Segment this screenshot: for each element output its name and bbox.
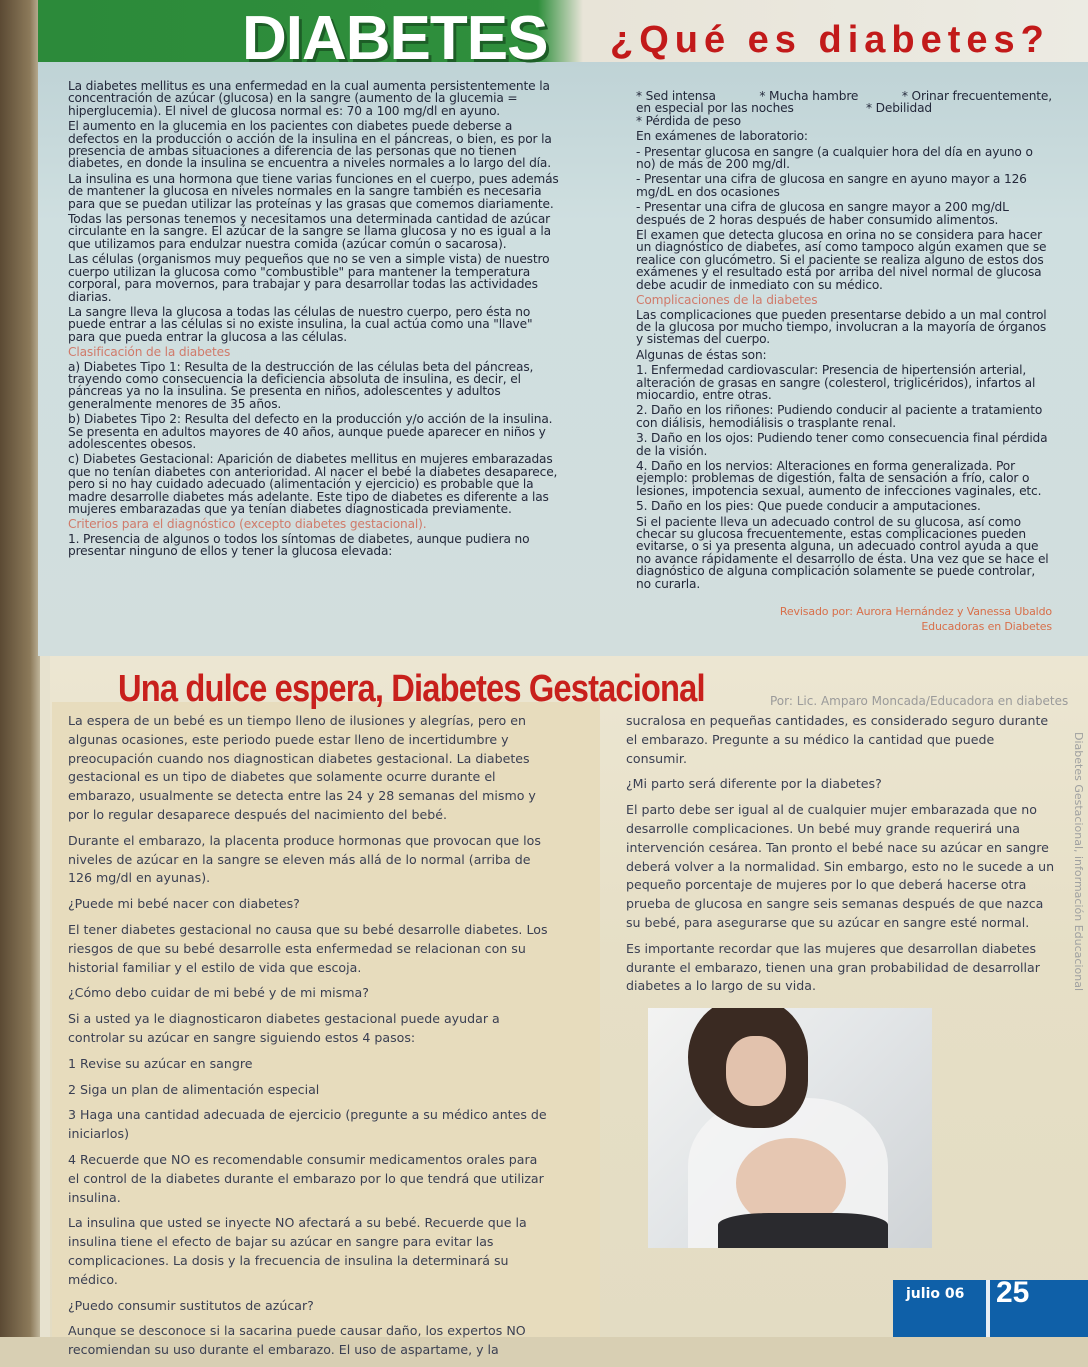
- pregnant-woman-photo: [648, 1008, 932, 1248]
- paragraph: En exámenes de laboratorio:: [636, 129, 808, 144]
- paragraph: - Presentar glucosa en sangre (a cualquier hora del día en ayuno o no) de más de 200 mg/dl.: [636, 144, 1033, 172]
- question-heading: ¿Mi parto será diferente por la diabetes?: [626, 776, 882, 792]
- issue-date: julio 06: [906, 1286, 965, 1302]
- paragraph: La insulina que usted se inyecte NO afectará a su bebé. Recuerde que la insulina tiene el efecto de bajar su azúcar en sangre para evitar las complicaciones. La dosis y la frecuencia de insulina la determinará su médico.: [68, 1215, 527, 1287]
- paragraph: El tener diabetes gestacional no causa que su bebé desarrolle diabetes. Los riesgos de que su bebé desarrolle esta enfermedad se relacionan con su historial familiar y el estilo de vida que escoja.: [68, 921, 548, 975]
- type-paragraph: [68, 413, 560, 450]
- type-label: a) Diabetes Tipo 1:: [68, 359, 181, 374]
- type-label: c) Diabetes Gestacional:: [68, 452, 214, 467]
- paragraph: La diabetes mellitus es una enfermedad en la cual aumenta persistentemente la concentración de azúcar (glucosa) en la sangre (aumento de la glucemia = hiperglucemia). El nivel de glucosa normal es: 70 a 100 mg/dl en ayuno.: [68, 79, 550, 118]
- right-column: [636, 90, 1052, 634]
- left-column: [68, 80, 560, 561]
- paragraph: - Presentar una cifra de glucosa en sangre en ayuno mayor a 126 mg/dL en dos ocasiones: [636, 172, 1027, 199]
- symptom: * Sed intensa: [636, 89, 716, 103]
- question-heading: ¿Cómo debo cuidar de mi bebé y de mi misma?: [68, 985, 369, 1001]
- section-heading: Complicaciones de la diabetes: [636, 293, 818, 308]
- question-heading: ¿Puede mi bebé nacer con diabetes?: [68, 896, 300, 912]
- article-right-column: [626, 712, 1058, 1003]
- article-title: Una dulce espera, Diabetes Gestacional: [118, 668, 705, 710]
- section-heading: Clasificación de la diabetes: [68, 345, 231, 360]
- section-heading: Criterios para el diagnóstico (excepto diabetes gestacional).: [68, 517, 427, 532]
- credit-line: Revisado por: Aurora Hernández y Vanessa Ubaldo: [779, 605, 1052, 619]
- binding-edge: [0, 0, 40, 1337]
- type-paragraph: [68, 453, 560, 515]
- paragraph: La espera de un bebé es un tiempo lleno de ilusiones y alegrías, pero en algunas ocasiones, este periodo puede estar lleno de incertidumbre y preocupación cuando nos diagnostican diabetes gestacional. La diabetes gestacional es un tipo de diabetes que solamente ocurre durante el embarazo, usualmente se detecta entre las 24 y 28 semanas del mismo y por lo regular desaparece después del nacimiento del bebé.: [68, 713, 536, 822]
- symptom-row: [636, 102, 1052, 114]
- article-left-column: [68, 712, 548, 1367]
- credits: [636, 604, 1052, 634]
- type-paragraph: [68, 361, 560, 411]
- paragraph: El parto debe ser igual al de cualquier mujer embarazada que no desarrolle complicaciones. Un bebé muy grande requerirá una intervención cesárea. Tan pronto el bebé nace su azúcar en sangre deberá volver a la normalidad. Sin embargo, esto no le sucede a un pequeño porcentaje de mujeres por lo que deberá hacerse otra prueba de glucosa en sangre seis semanas después de que nazca su bebé, para asegurarse que su azúcar en sangre esté normal.: [626, 802, 1055, 930]
- paragraph: 1. Presencia de algunos o todos los síntomas de diabetes, aunque pudiera no presentar ninguno de ellos y tener la glucosa elevada:: [68, 531, 530, 559]
- complication-item: 4. Daño en los nervios: Alteraciones en forma generalizada. Por ejemplo: problemas de digestión, falta de sensación a frío, calor o lesiones, impotencia sexual, aumento de infecciones vaginales, etc.: [636, 458, 1042, 498]
- paragraph: Algunas de éstas son:: [636, 347, 767, 362]
- page-title: DIABETES: [242, 4, 548, 73]
- paragraph: sucralosa en pequeñas cantidades, es considerado seguro durante el embarazo. Pregunte a su médico la cantidad que puede consumir.: [626, 713, 1049, 766]
- page-subtitle: ¿Qué es diabetes?: [610, 19, 1050, 61]
- paragraph: Durante el embarazo, la placenta produce hormonas que provocan que los niveles de azúcar en la sangre se eleven más allá de lo normal (arriba de 126 mg/dl en ayunas).: [68, 832, 541, 886]
- paragraph: La sangre lleva la glucosa a todas las células de nuestro cuerpo, pero ésta no puede entrar a las células si no existe insulina, la cual actúa como una "llave" para que pueda entrar la glucosa a las células.: [68, 304, 533, 344]
- complication-item: 1. Enfermedad cardiovascular: Presencia de hipertensión arterial, alteración de grasas en sangre (colesterol, triglicéridos), infartos al miocardio, entre otras.: [636, 363, 1036, 402]
- type-label: b) Diabetes Tipo 2:: [68, 412, 181, 427]
- step-item: 2 Siga un plan de alimentación especial: [68, 1081, 320, 1097]
- type-text: Aparición de diabetes mellitus en mujeres embarazadas que no tenían diabetes con anterioridad. Al nacer el bebé la diabetes desaparece, pero si no hay cuidado adecuado (alimentación y ejercicio) es probable que la madre desarrolle diabetes más adelante. Este tipo de diabetes es diferente a las mujeres embarazadas que ya tenían diabetes diagnosticada previamente.: [68, 452, 558, 516]
- photo-pants: [718, 1213, 888, 1248]
- step-item: 3 Haga una cantidad adecuada de ejercicio (pregunte a su médico antes de iniciarlos): [68, 1107, 547, 1142]
- paragraph: Las complicaciones que pueden presentarse debido a un mal control de la glucosa por mucho tiempo, involucran a la mayoría de órganos y sistemas del cuerpo.: [636, 307, 1047, 347]
- article-byline: Por: Lic. Amparo Moncada/Educadora en diabetes: [770, 694, 1069, 708]
- paragraph: Si el paciente lleva un adecuado control de su glucosa, así como checar su glucosa frecuentemente, estas complicaciones pueden evitarse, o si ya presenta alguna, un adecuado control ayuda a que no avance rápidamente el desarrollo de ésta. Una vez que se hace el diagnóstico de alguna complicación solamente se puede controlar, no curarla.: [636, 514, 1049, 591]
- symptom: * Mucha hambre: [759, 89, 859, 103]
- type-text: Resulta del defecto en la producción y/o acción de la insulina. Se presenta en adultos mayores de 40 años, aunque puede aparecer en niños y adolescentes obesos.: [68, 412, 553, 451]
- symptom: en especial por las noches: [636, 101, 794, 116]
- page-number: 25: [996, 1276, 1030, 1309]
- paragraph: Todas las personas tenemos y necesitamos una determinada cantidad de azúcar circulante en la sangre. El azúcar de la sangre se llama glucosa y no es igual a la que utilizamos para endulzar nuestra comida (azúcar común o sacarosa).: [68, 212, 551, 251]
- question-heading: ¿Puedo consumir sustitutos de azúcar?: [68, 1297, 314, 1313]
- vertical-side-label: Diabetes Gestacional, información Educacional: [1072, 732, 1085, 992]
- paragraph: Es importante recordar que las mujeres que desarrollan diabetes durante el embarazo, tienen una gran probabilidad de desarrollar diabetes a lo largo de su vida.: [626, 940, 1040, 994]
- type-text: Resulta de la destrucción de las células beta del páncreas, trayendo como consecuencia la deficiencia absoluta de insulina, es decir, el páncreas ya no la insulina. Se presenta en niños, adolescentes y adultos generalmente menores de 35 años.: [68, 359, 534, 411]
- symptom: * Debilidad: [865, 101, 932, 116]
- footer-divider: [986, 1280, 990, 1337]
- paragraph: Si a usted ya le diagnosticaron diabetes gestacional puede ayudar a controlar su azúcar en sangre siguiendo estos 4 pasos:: [68, 1011, 500, 1045]
- paragraph: El examen que detecta glucosa en orina no se considera para hacer un diagnóstico de diabetes, así como tampoco algún examen que se realice con glucómetro. Si el paciente se realiza alguno de estos dos exámenes y el resultado está por arriba del nivel normal de glucosa debe acudir de inmediato con su médico.: [636, 228, 1047, 292]
- credit-line: Educadoras en Diabetes: [921, 620, 1052, 634]
- paragraph: Aunque se desconoce si la sacarina puede causar daño, los expertos NO recomiendan su uso durante el embarazo. El uso de aspartame, y la: [68, 1323, 526, 1358]
- symptom: * Pérdida de peso: [636, 113, 741, 128]
- step-item: 1 Revise su azúcar en sangre: [68, 1055, 253, 1071]
- symptom: * Orinar frecuentemente,: [901, 89, 1052, 103]
- photo-face: [726, 1036, 786, 1106]
- complication-item: 3. Daño en los ojos: Pudiendo tener como consecuencia final pérdida de la visión.: [636, 431, 1048, 458]
- complication-item: 5. Daño en los pies: Que puede conducir a amputaciones.: [636, 499, 981, 514]
- paragraph: La insulina es una hormona que tiene varias funciones en el cuerpo, pues además de mantener la glucosa en niveles normales en la sangre también es necesaria para que se puedan utilizar las proteínas y las grasas que comemos diariamente.: [68, 171, 559, 211]
- complication-item: 2. Daño en los riñones: Pudiendo conducir al paciente a tratamiento con diálisis, hemodiálisis o trasplante renal.: [636, 403, 1043, 430]
- paragraph: El aumento en la glucemia en los pacientes con diabetes puede deberse a defectos en la producción o acción de la insulina en el páncreas, o bien, es por la presencia de ambas situaciones a diferencia de las personas que no tienen diabetes, en donde la insulina se encuentra a niveles normales a lo largo del día.: [68, 119, 552, 171]
- paragraph: Las células (organismos muy pequeños que no se ven a simple vista) de nuestro cuerpo utilizan la glucosa como "combustible" para mantener la temperatura corporal, para movernos, para trabajar y para desarrollar todas las actividades diarias.: [68, 252, 550, 304]
- paragraph: - Presentar una cifra de glucosa en sangre mayor a 200 mg/dL después de 2 horas después de haber consumido alimentos.: [636, 200, 1009, 227]
- step-item: 4 Recuerde que NO es recomendable consumir medicamentos orales para el control de la diabetes durante el embarazo por lo que tendrá que utilizar insulina.: [68, 1151, 544, 1205]
